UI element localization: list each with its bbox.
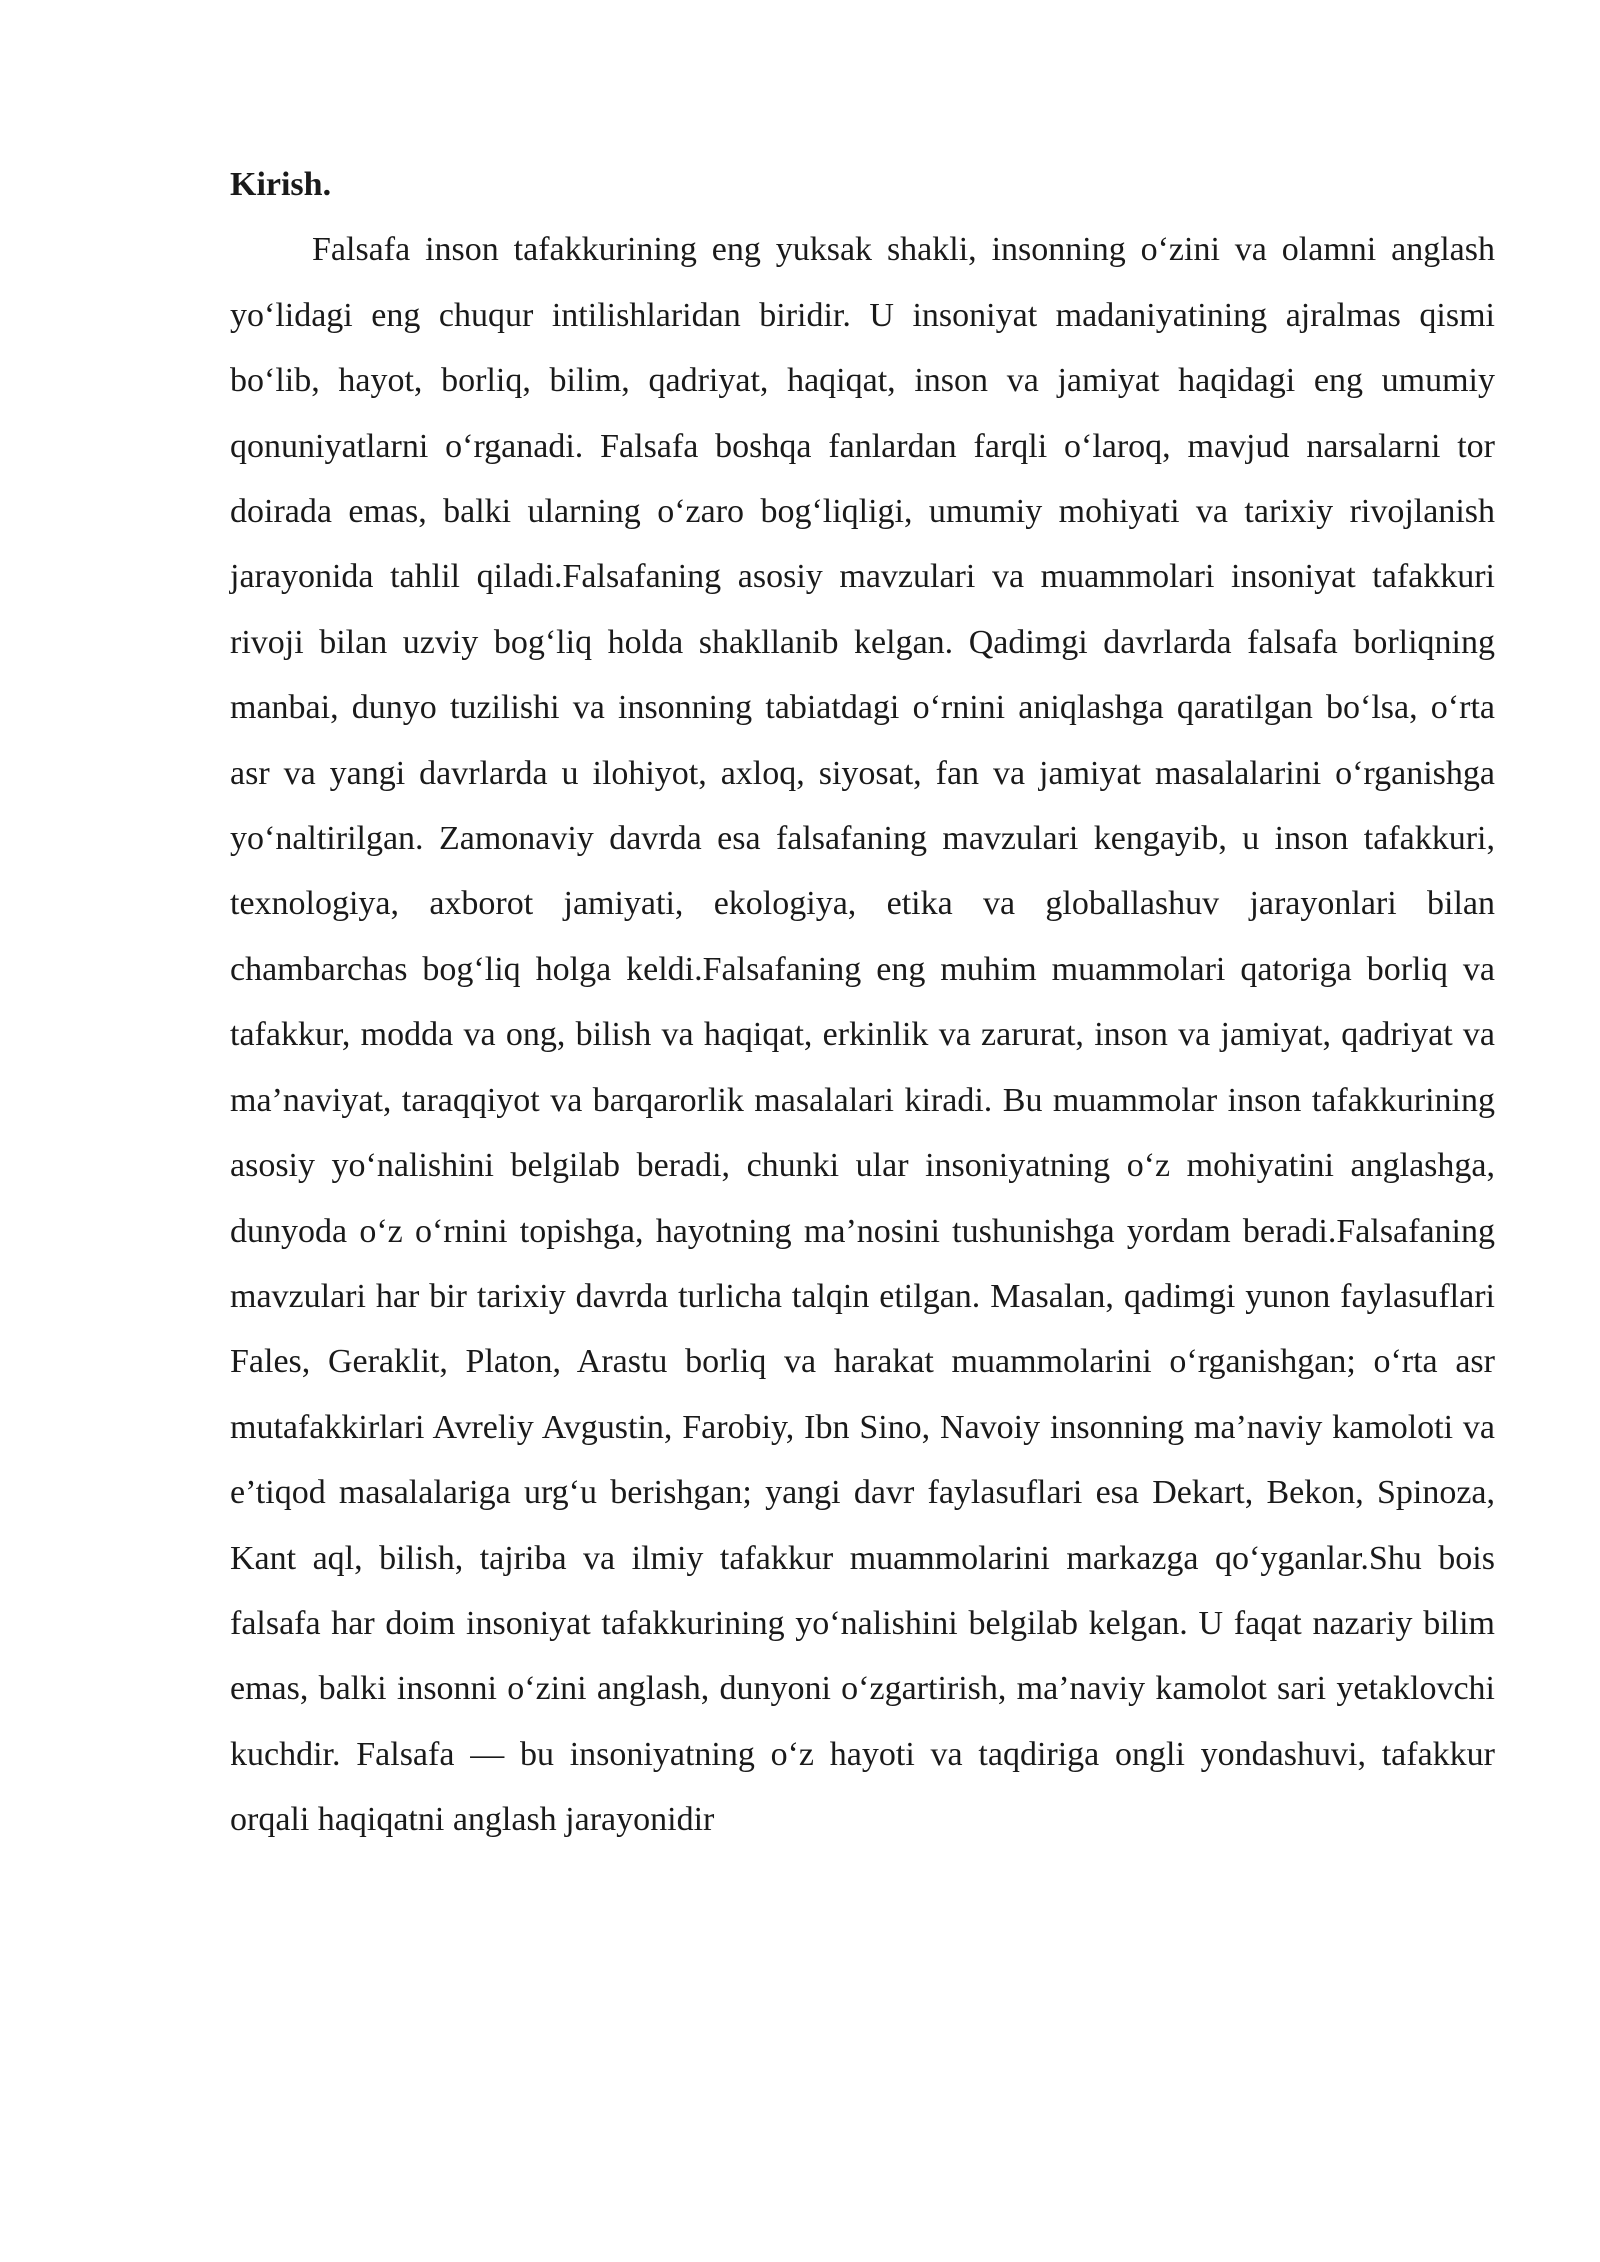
body-paragraph: Falsafa inson tafakkurining eng yuksak shakli, insonning o‘zini va olamni anglash yo‘lidagi eng chuqur intilishlaridan biridir. U insoniyat madaniyatining ajralmas qismi bo‘lib, hayot, borliq, bilim, qadriyat, haqiqat, inson va jamiyat haqidagi eng umumiy qonuniyatlarni o‘rganadi. Falsafa boshqa fanlardan farqli o‘laroq, mavjud narsalarni tor doirada emas, balki ularning o‘zaro bog‘liqligi, umumiy mohiyati va tarixiy rivojlanish jarayonida tahlil qiladi.Falsafaning asosiy mavzulari va muammolari insoniyat tafakkuri rivoji bilan uzviy bog‘liq holda shakllanib kelgan. Qadimgi davrlarda falsafa borliqning manbai, dunyo tuzilishi va insonning tabiatdagi o‘rnini aniqlashga qaratilgan bo‘lsa, o‘rta asr va yangi davrlarda u ilohiyot, axloq, siyosat, fan va jamiyat masalalarini o‘rganishga yo‘naltirilgan. Zamonaviy davrda esa falsafaning mavzulari kengayib, u inson tafakkuri, texnologiya, axborot jamiyati, ekologiya, etika va globallashuv jarayonlari bilan chambarchas bog‘liq holga keldi.Falsafaning eng muhim muammolari qatoriga borliq va tafakkur, modda va ong, bilish va haqiqat, erkinlik va zarurat, inson va jamiyat, qadriyat va ma’naviyat, taraqqiyot va barqarorlik masalalari kiradi. Bu muammolar inson tafakkurining asosiy yo‘nalishini belgilab beradi, chunki ular insoniyatning o‘z mohiyatini anglashga, dunyoda o‘z o‘rnini topishga, hayotning ma’nosini tushunishga yordam beradi.Falsafaning mavzulari har bir tarixiy davrda turlicha talqin etilgan. Masalan, qadimgi yunon faylasuflari Fales, Geraklit, Platon, Arastu borliq va harakat muammolarini o‘rganishgan; o‘rta asr mutafakkirlari Avreliy Avgustin, Farobiy, Ibn Sino, Navoiy insonning ma’naviy kamoloti va e’tiqod masalalariga urg‘u berishgan; yangi davr faylasuflari esa Dekart, Bekon, Spinoza, Kant aql, bilish, tajriba va ilmiy tafakkur muammolarini markazga qo‘yganlar.Shu bois falsafa har doim insoniyat tafakkurining yo‘nalishini belgilab kelgan. U faqat nazariy bilim emas, balki insonni o‘zini anglash, dunyoni o‘zgartirish, ma’naviy kamolot sari yetaklovchi kuchdir. Falsafa — bu insoniyatning o‘z hayoti va taqdiriga ongli yondashuvi, tafakkur orqali haqiqatni anglash jarayonidir bbox=[230, 231, 1495, 1839]
section-heading: Kirish. bbox=[230, 166, 332, 203]
document-body bbox=[230, 152, 1495, 1853]
